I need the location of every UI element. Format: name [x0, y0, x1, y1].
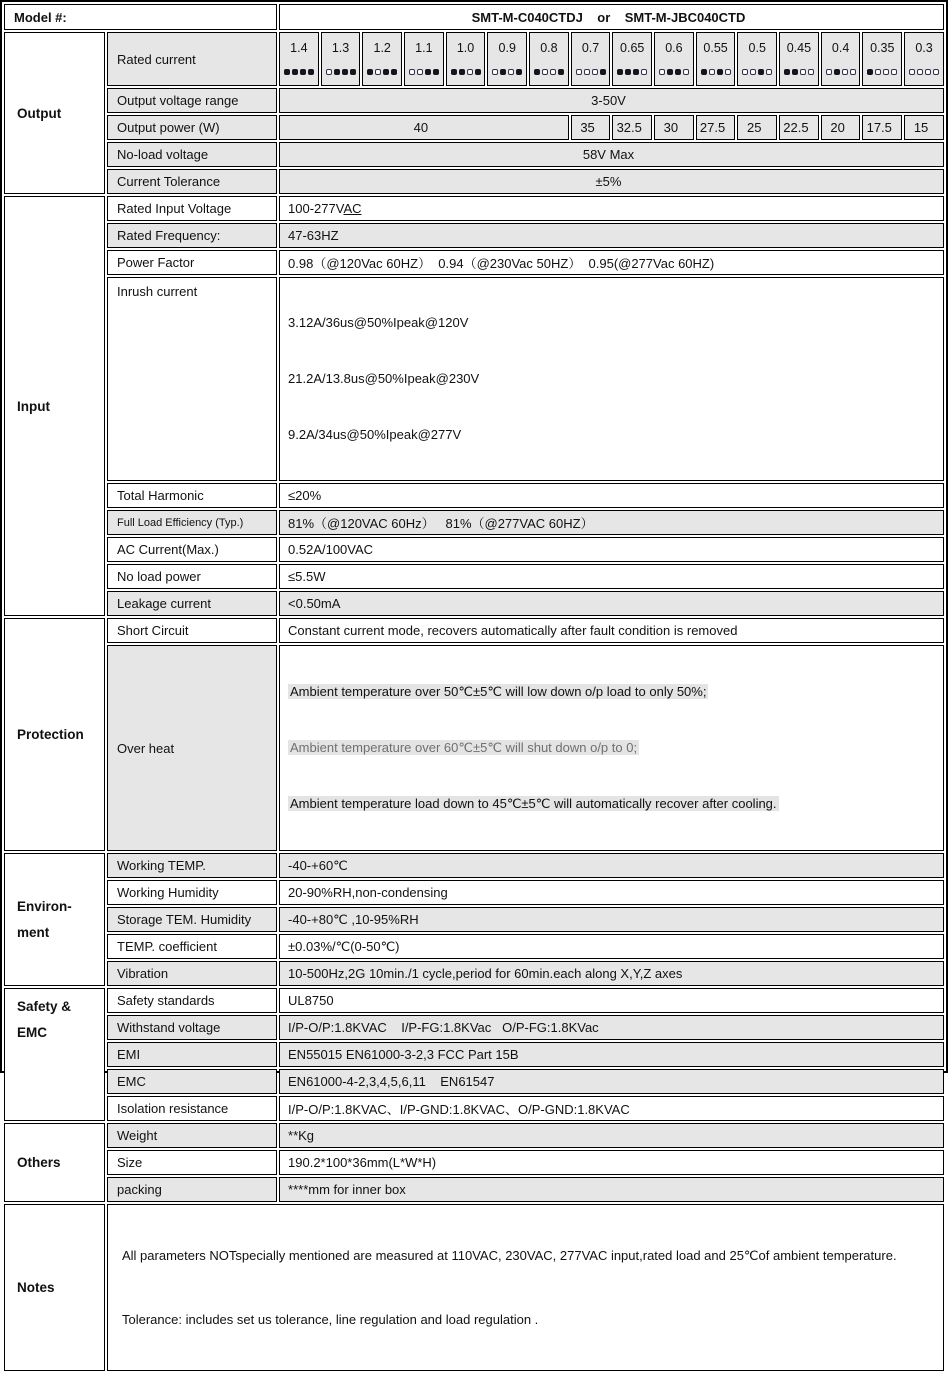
- rated-current-option: [446, 32, 486, 86]
- rated-current-label: Rated current: [107, 32, 277, 86]
- dip-dot-filled-icon: [350, 69, 356, 75]
- dip-dot-filled-icon: [792, 69, 798, 75]
- ac-current-label: AC Current(Max.): [107, 537, 277, 562]
- working-temp-row: [4, 853, 944, 878]
- storage-temp-humidity-label: Storage TEM. Humidity: [107, 907, 277, 932]
- vibration-value: 10-500Hz,2G 10min./1 cycle,period for 60min.each along X,Y,Z axes: [279, 961, 944, 986]
- over-heat-row: [4, 645, 944, 851]
- output-power-value: 22.5: [779, 115, 819, 140]
- isolation-resistance-value: I/P-O/P:1.8KVAC、I/P-GND:1.8KVAC、O/P-GND:1.8KVAC: [279, 1096, 944, 1121]
- dip-dot-hollow-icon: [883, 69, 889, 75]
- rated-current-option: [737, 32, 777, 86]
- rated-current-value: 1.2: [373, 41, 391, 55]
- weight-value: **Kg: [279, 1123, 944, 1148]
- rated-current-value: 1.4: [290, 41, 308, 55]
- section-others: Others: [4, 1123, 105, 1202]
- power-factor-label: Power Factor: [107, 250, 277, 275]
- current-tolerance-value: ±5%: [279, 169, 944, 194]
- dip-dot-hollow-icon: [850, 69, 856, 75]
- dip-switch-icon: [905, 69, 943, 75]
- rated-input-voltage-label: Rated Input Voltage: [107, 196, 277, 221]
- working-humidity-value: 20-90%RH,non-condensing: [279, 880, 944, 905]
- emi-row: [4, 1042, 944, 1067]
- temp-coefficient-row: [4, 934, 944, 959]
- dip-dot-hollow-icon: [750, 69, 756, 75]
- isolation-resistance-row: [4, 1096, 944, 1121]
- dip-switch-icon: [697, 69, 735, 75]
- dip-dot-filled-icon: [367, 69, 373, 75]
- dip-dot-filled-icon: [391, 69, 397, 75]
- packing-value: ****mm for inner box: [279, 1177, 944, 1202]
- rated-frequency-value: 47-63HZ: [279, 223, 944, 248]
- dip-dot-filled-icon: [284, 69, 290, 75]
- size-value: 190.2*100*36mm(L*W*H): [279, 1150, 944, 1175]
- size-label: Size: [107, 1150, 277, 1175]
- dip-dot-filled-icon: [534, 69, 540, 75]
- safety-standards-label: Safety standards: [107, 988, 277, 1013]
- dip-dot-filled-icon: [633, 69, 639, 75]
- model-label: Model #:: [4, 4, 277, 30]
- no-load-power-label: No load power: [107, 564, 277, 589]
- power-factor-value: 0.98（@120Vac 60HZ） 0.94（@230Vac 50HZ） 0.95(@277Vac 60HZ): [279, 250, 944, 275]
- dip-switch-icon: [363, 69, 401, 75]
- inrush-current-label: Inrush current: [107, 277, 277, 481]
- dip-switch-icon: [572, 69, 610, 75]
- working-humidity-row: [4, 880, 944, 905]
- dip-dot-filled-icon: [784, 69, 790, 75]
- spec-table: [2, 2, 946, 1373]
- vibration-row: [4, 961, 944, 986]
- temp-coefficient-value: ±0.03%/℃(0-50℃): [279, 934, 944, 959]
- total-harmonic-label: Total Harmonic: [107, 483, 277, 508]
- rated-current-value: 1.1: [415, 41, 433, 55]
- dip-dot-hollow-icon: [800, 69, 806, 75]
- dip-dot-hollow-icon: [492, 69, 498, 75]
- rated-current-option: [904, 32, 944, 86]
- dip-dot-filled-icon: [383, 69, 389, 75]
- working-temp-label: Working TEMP.: [107, 853, 277, 878]
- output-power-value: 30: [654, 115, 694, 140]
- dip-dot-hollow-icon: [917, 69, 923, 75]
- dip-dot-hollow-icon: [409, 69, 415, 75]
- rated-current-option: [821, 32, 861, 86]
- dip-dot-filled-icon: [867, 69, 873, 75]
- output-power-label: Output power (W): [107, 115, 277, 140]
- rated-current-option: [862, 32, 902, 86]
- leakage-current-value: <0.50mA: [279, 591, 944, 616]
- safety-standards-row: [4, 988, 944, 1013]
- dip-switch-icon: [738, 69, 776, 75]
- dip-dot-filled-icon: [292, 69, 298, 75]
- dip-dot-filled-icon: [433, 69, 439, 75]
- rated-current-row: [4, 32, 944, 86]
- dip-switch-icon: [822, 69, 860, 75]
- dip-dot-hollow-icon: [909, 69, 915, 75]
- emc-row: [4, 1069, 944, 1094]
- dip-switch-icon: [780, 69, 818, 75]
- rated-current-value: 0.45: [786, 41, 812, 55]
- dip-dot-hollow-icon: [592, 69, 598, 75]
- output-power-span-value: 40: [279, 115, 569, 140]
- dip-switch-icon: [405, 69, 443, 75]
- no-load-power-value: ≤5.5W: [279, 564, 944, 589]
- rated-current-value: 1.3: [331, 41, 350, 55]
- dip-dot-hollow-icon: [542, 69, 548, 75]
- isolation-resistance-label: Isolation resistance: [107, 1096, 277, 1121]
- dip-switch-icon: [530, 69, 568, 75]
- vibration-label: Vibration: [107, 961, 277, 986]
- working-humidity-label: Working Humidity: [107, 880, 277, 905]
- notes-row: [4, 1204, 944, 1371]
- leakage-current-label: Leakage current: [107, 591, 277, 616]
- dip-dot-hollow-icon: [508, 69, 514, 75]
- dip-switch-icon: [613, 69, 651, 75]
- dip-dot-filled-icon: [425, 69, 431, 75]
- output-voltage-range-label: Output voltage range: [107, 88, 277, 113]
- rated-current-option: [779, 32, 819, 86]
- current-tolerance-row: [4, 169, 944, 194]
- rated-current-option: [612, 32, 652, 86]
- rated-current-value: 0.6: [665, 41, 683, 55]
- rated-frequency-row: [4, 223, 944, 248]
- withstand-voltage-value: I/P-O/P:1.8KVAC I/P-FG:1.8KVac O/P-FG:1.8KVac: [279, 1015, 944, 1040]
- rated-frequency-label: Rated Frequency:: [107, 223, 277, 248]
- dip-dot-filled-icon: [625, 69, 631, 75]
- rated-current-value: 1.0: [456, 41, 475, 55]
- no-load-voltage-label: No-load voltage: [107, 142, 277, 167]
- dip-dot-hollow-icon: [709, 69, 715, 75]
- dip-dot-hollow-icon: [742, 69, 748, 75]
- dip-dot-filled-icon: [500, 69, 506, 75]
- dip-dot-hollow-icon: [584, 69, 590, 75]
- dip-dot-filled-icon: [558, 69, 564, 75]
- output-power-value: 15: [904, 115, 944, 140]
- dip-dot-hollow-icon: [375, 69, 381, 75]
- safety-standards-value: UL8750: [279, 988, 944, 1013]
- dip-dot-hollow-icon: [417, 69, 423, 75]
- rated-current-option: [654, 32, 694, 86]
- storage-temp-humidity-row: [4, 907, 944, 932]
- emi-label: EMI: [107, 1042, 277, 1067]
- dip-switch-icon: [655, 69, 693, 75]
- emc-label: EMC: [107, 1069, 277, 1094]
- rated-input-voltage-value: 100-277VAC: [279, 196, 944, 221]
- dip-dot-filled-icon: [459, 69, 465, 75]
- rated-current-value: 0.9: [498, 41, 516, 55]
- full-load-efficiency-row: [4, 510, 944, 535]
- section-output: Output: [4, 32, 105, 194]
- working-temp-value: -40-+60℃: [279, 853, 944, 878]
- rated-input-voltage-row: [4, 196, 944, 221]
- output-power-value: 25: [737, 115, 777, 140]
- dip-dot-hollow-icon: [326, 69, 332, 75]
- rated-current-value: 0.55: [703, 41, 728, 55]
- packing-row: [4, 1177, 944, 1202]
- rated-current-option: [404, 32, 444, 86]
- output-power-row: [4, 115, 944, 140]
- rated-current-option: [529, 32, 569, 86]
- dip-dot-hollow-icon: [933, 69, 939, 75]
- emc-value: EN61000-4-2,3,4,5,6,11 EN61547: [279, 1069, 944, 1094]
- section-input: Input: [4, 196, 105, 616]
- dip-dot-hollow-icon: [467, 69, 473, 75]
- withstand-voltage-label: Withstand voltage: [107, 1015, 277, 1040]
- no-load-voltage-value: 58V Max: [279, 142, 944, 167]
- rated-current-value: 0.65: [620, 41, 645, 55]
- weight-row: [4, 1123, 944, 1148]
- rated-current-value: 0.8: [540, 41, 558, 55]
- temp-coefficient-label: TEMP. coefficient: [107, 934, 277, 959]
- dip-dot-filled-icon: [701, 69, 707, 75]
- dip-dot-filled-icon: [758, 69, 764, 75]
- full-load-efficiency-label: Full Load Efficiency (Typ.): [107, 510, 277, 535]
- rated-current-option: [571, 32, 611, 86]
- rated-current-option: [487, 32, 527, 86]
- section-notes: Notes: [4, 1204, 105, 1371]
- dip-dot-filled-icon: [600, 69, 606, 75]
- dip-dot-filled-icon: [834, 69, 840, 75]
- inrush-current-value: 3.12A/36us@50%Ipeak@120V 21.2A/13.8us@50%Ipeak@230V 9.2A/34us@50%Ipeak@277V: [279, 277, 944, 481]
- section-safety-emc: Safety & EMC: [4, 988, 105, 1121]
- model-row: [4, 4, 944, 30]
- dip-switch-icon: [322, 69, 360, 75]
- rated-current-option: [279, 32, 319, 86]
- notes-text: All parameters NOTspecially mentioned are measured at 110VAC, 230VAC, 277VAC input,rated load and 25℃of ambient temperature. Tolerance: includes set us tolerance, line regulation and load regulation .: [107, 1204, 944, 1371]
- dip-dot-hollow-icon: [659, 69, 665, 75]
- dip-dot-hollow-icon: [875, 69, 881, 75]
- dip-dot-filled-icon: [342, 69, 348, 75]
- rated-current-option: [321, 32, 361, 86]
- short-circuit-label: Short Circuit: [107, 618, 277, 643]
- dip-dot-filled-icon: [717, 69, 723, 75]
- leakage-current-row: [4, 591, 944, 616]
- total-harmonic-row: [4, 483, 944, 508]
- output-power-value: 32.5: [612, 115, 652, 140]
- full-load-efficiency-value: 81%（@120VAC 60Hz） 81%（@277VAC 60HZ）: [279, 510, 944, 535]
- weight-label: Weight: [107, 1123, 277, 1148]
- dip-dot-hollow-icon: [826, 69, 832, 75]
- dip-dot-hollow-icon: [891, 69, 897, 75]
- output-power-value: 35: [571, 115, 611, 140]
- dip-dot-filled-icon: [334, 69, 340, 75]
- dip-dot-hollow-icon: [576, 69, 582, 75]
- ac-current-value: 0.52A/100VAC: [279, 537, 944, 562]
- size-row: [4, 1150, 944, 1175]
- ac-current-row: [4, 537, 944, 562]
- rated-current-option: [362, 32, 402, 86]
- over-heat-value: Ambient temperature over 50℃±5℃ will low down o/p load to only 50%; Ambient temperature over 60℃±5℃ will shut down o/p to 0; Ambient temperature load down to 45℃±5℃ will automatically recover after cooling.: [279, 645, 944, 851]
- dip-dot-filled-icon: [475, 69, 481, 75]
- power-factor-row: [4, 250, 944, 275]
- rated-current-value: 0.35: [870, 41, 895, 55]
- output-power-value: 27.5: [696, 115, 736, 140]
- no-load-power-row: [4, 564, 944, 589]
- dip-dot-hollow-icon: [842, 69, 848, 75]
- section-environment: Environ- ment: [4, 853, 105, 986]
- dip-dot-hollow-icon: [550, 69, 556, 75]
- emi-value: EN55015 EN61000-3-2,3 FCC Part 15B: [279, 1042, 944, 1067]
- dip-dot-hollow-icon: [808, 69, 814, 75]
- dip-dot-hollow-icon: [641, 69, 647, 75]
- output-voltage-range-value: 3-50V: [279, 88, 944, 113]
- no-load-voltage-row: [4, 142, 944, 167]
- dip-dot-filled-icon: [300, 69, 306, 75]
- dip-dot-filled-icon: [617, 69, 623, 75]
- rated-current-value: 0.5: [748, 41, 766, 55]
- section-protection: Protection: [4, 618, 105, 851]
- dip-dot-filled-icon: [516, 69, 522, 75]
- short-circuit-value: Constant current mode, recovers automatically after fault condition is removed: [279, 618, 944, 643]
- output-power-value: 20: [821, 115, 861, 140]
- dip-dot-filled-icon: [451, 69, 457, 75]
- rated-current-value: 0.3: [915, 41, 933, 55]
- dip-dot-filled-icon: [308, 69, 314, 75]
- dip-dot-filled-icon: [667, 69, 673, 75]
- over-heat-label: Over heat: [107, 645, 277, 851]
- dip-dot-hollow-icon: [725, 69, 731, 75]
- rated-current-value: 0.4: [831, 41, 850, 55]
- packing-label: packing: [107, 1177, 277, 1202]
- short-circuit-row: [4, 618, 944, 643]
- withstand-voltage-row: [4, 1015, 944, 1040]
- inrush-current-row: [4, 277, 944, 481]
- model-value: SMT-M-C040CTDJ or SMT-M-JBC040CTD: [279, 4, 944, 30]
- dip-dot-hollow-icon: [766, 69, 772, 75]
- dip-dot-hollow-icon: [925, 69, 931, 75]
- dip-dot-hollow-icon: [683, 69, 689, 75]
- rated-current-value: 0.7: [581, 41, 600, 55]
- total-harmonic-value: ≤20%: [279, 483, 944, 508]
- dip-switch-icon: [280, 69, 318, 75]
- storage-temp-humidity-value: -40-+80℃ ,10-95%RH: [279, 907, 944, 932]
- current-tolerance-label: Current Tolerance: [107, 169, 277, 194]
- rated-current-option: [696, 32, 736, 86]
- dip-switch-icon: [863, 69, 901, 75]
- output-power-value: 17.5: [862, 115, 902, 140]
- dip-switch-icon: [447, 69, 485, 75]
- dip-dot-filled-icon: [675, 69, 681, 75]
- output-voltage-range-row: [4, 88, 944, 113]
- dip-switch-icon: [488, 69, 526, 75]
